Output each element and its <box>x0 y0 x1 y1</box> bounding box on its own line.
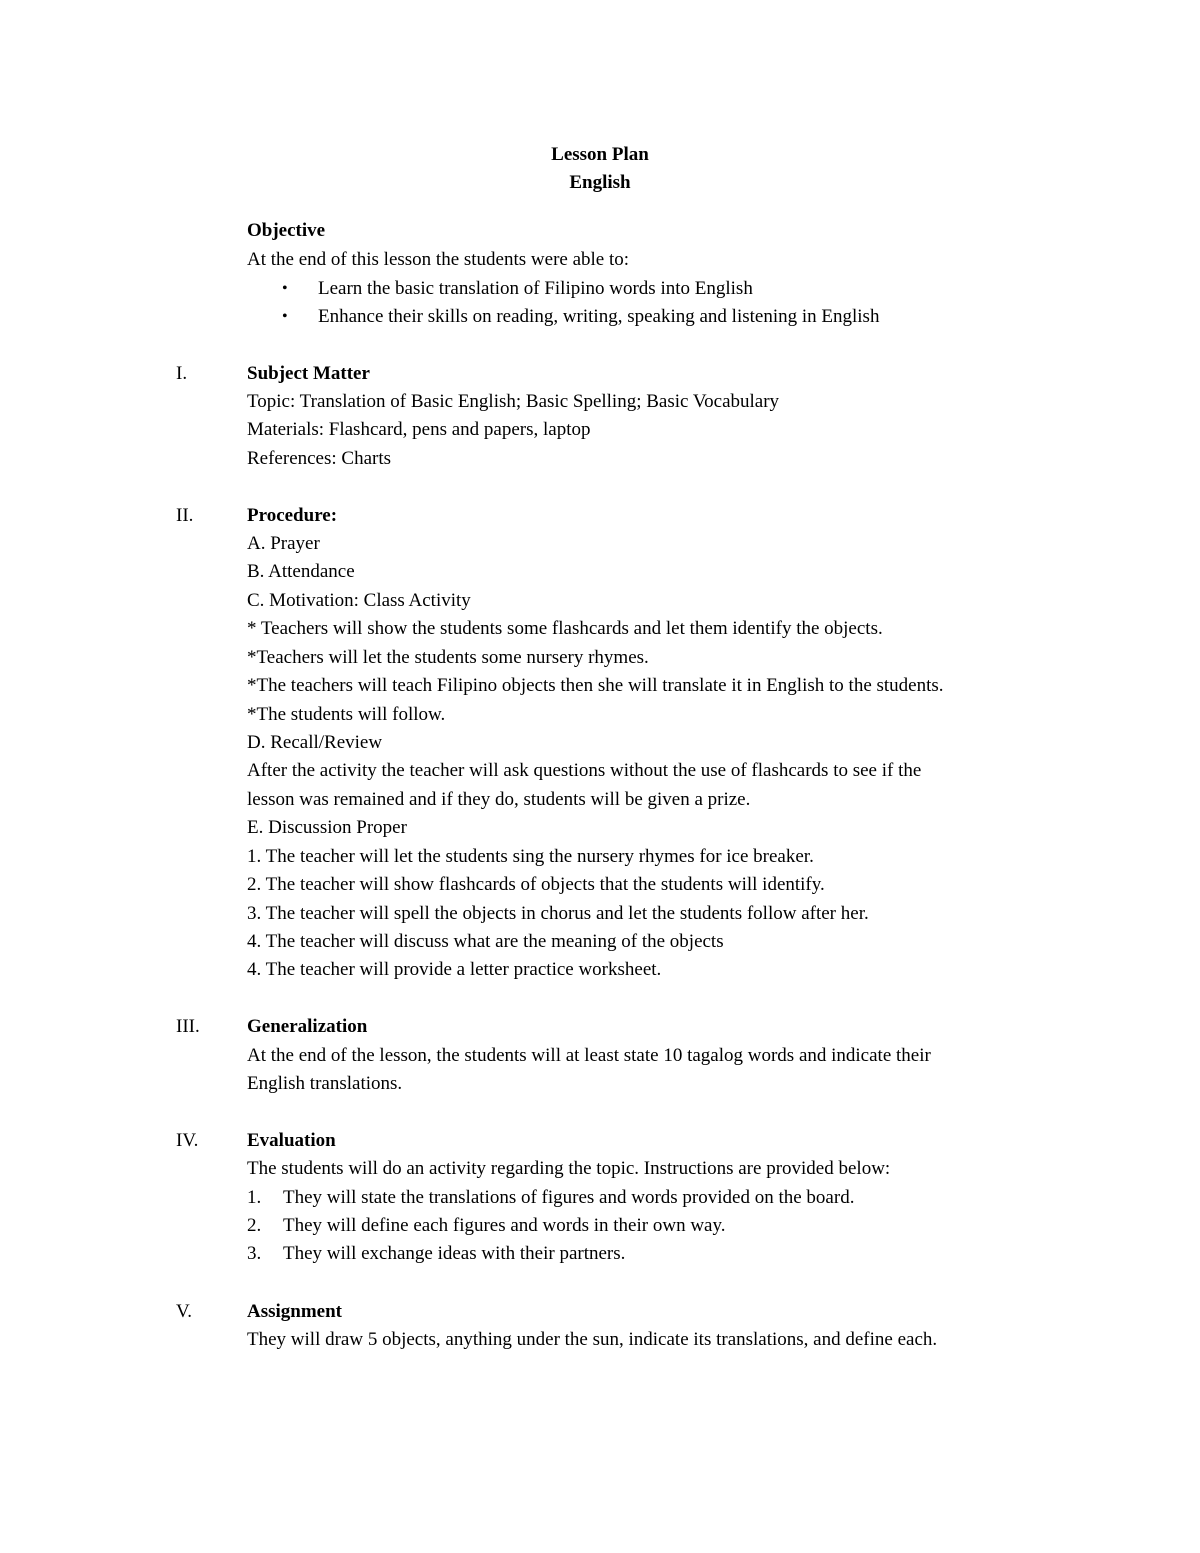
section-line: E. Discussion Proper <box>247 817 407 838</box>
list-item: They will state the translations of figures and words provided on the board. <box>283 1187 855 1208</box>
document-title: Lesson Plan <box>551 144 649 165</box>
section-line: They will draw 5 objects, anything under the sun, indicate its translations, and define each. <box>247 1329 938 1350</box>
section-line: 2. The teacher will show flashcards of objects that the students will identify. <box>247 874 825 895</box>
list-number: 2. <box>247 1215 262 1236</box>
section-line: Topic: Translation of Basic English; Basic Spelling; Basic Vocabulary <box>247 391 780 412</box>
list-item: They will exchange ideas with their partners. <box>283 1243 626 1264</box>
section-numeral: I. <box>176 363 188 384</box>
section-line: D. Recall/Review <box>247 732 383 753</box>
section-heading: Generalization <box>247 1016 368 1037</box>
section-line: After the activity the teacher will ask questions without the use of flashcards to see if the <box>247 760 922 781</box>
section-line: lesson was remained and if they do, students will be given a prize. <box>247 789 751 810</box>
section-line: * Teachers will show the students some flashcards and let them identify the objects. <box>247 618 883 639</box>
section-line: English translations. <box>247 1073 403 1094</box>
list-item: They will define each figures and words in their own way. <box>283 1215 726 1236</box>
bullet-icon: • <box>282 308 288 325</box>
section-numeral: V. <box>176 1301 193 1322</box>
section-numeral: III. <box>176 1016 200 1037</box>
section-line: The students will do an activity regarding the topic. Instructions are provided below: <box>247 1158 891 1179</box>
section-line: *The students will follow. <box>247 704 446 725</box>
section-line: Materials: Flashcard, pens and papers, laptop <box>247 419 591 440</box>
section-line: C. Motivation: Class Activity <box>247 590 471 611</box>
section-line: A. Prayer <box>247 533 320 554</box>
list-number: 1. <box>247 1187 262 1208</box>
objective-heading: Objective <box>247 220 326 241</box>
objective-intro: At the end of this lesson the students were able to: <box>247 249 630 270</box>
section-line: At the end of the lesson, the students will at least state 10 tagalog words and indicate their <box>247 1045 931 1066</box>
list-number: 3. <box>247 1243 262 1264</box>
section-line: *The teachers will teach Filipino objects then she will translate it in English to the students. <box>247 675 944 696</box>
section-line: B. Attendance <box>247 561 355 582</box>
section-line: 4. The teacher will discuss what are the meaning of the objects <box>247 931 724 952</box>
section-numeral: II. <box>176 505 194 526</box>
bullet-icon: • <box>282 280 288 297</box>
section-line: *Teachers will let the students some nursery rhymes. <box>247 647 649 668</box>
section-line: 3. The teacher will spell the objects in chorus and let the students follow after her. <box>247 903 869 924</box>
section-heading: Procedure: <box>247 505 338 526</box>
section-line: 1. The teacher will let the students sing the nursery rhymes for ice breaker. <box>247 846 814 867</box>
section-heading: Evaluation <box>247 1130 336 1151</box>
document-subtitle: English <box>569 172 631 193</box>
section-numeral: IV. <box>176 1130 199 1151</box>
section-heading: Subject Matter <box>247 363 370 384</box>
objective-bullet: Enhance their skills on reading, writing, speaking and listening in English <box>318 306 880 327</box>
section-line: References: Charts <box>247 448 392 469</box>
section-heading: Assignment <box>247 1301 343 1322</box>
section-line: 4. The teacher will provide a letter practice worksheet. <box>247 959 662 980</box>
objective-bullet: Learn the basic translation of Filipino words into English <box>318 278 753 299</box>
